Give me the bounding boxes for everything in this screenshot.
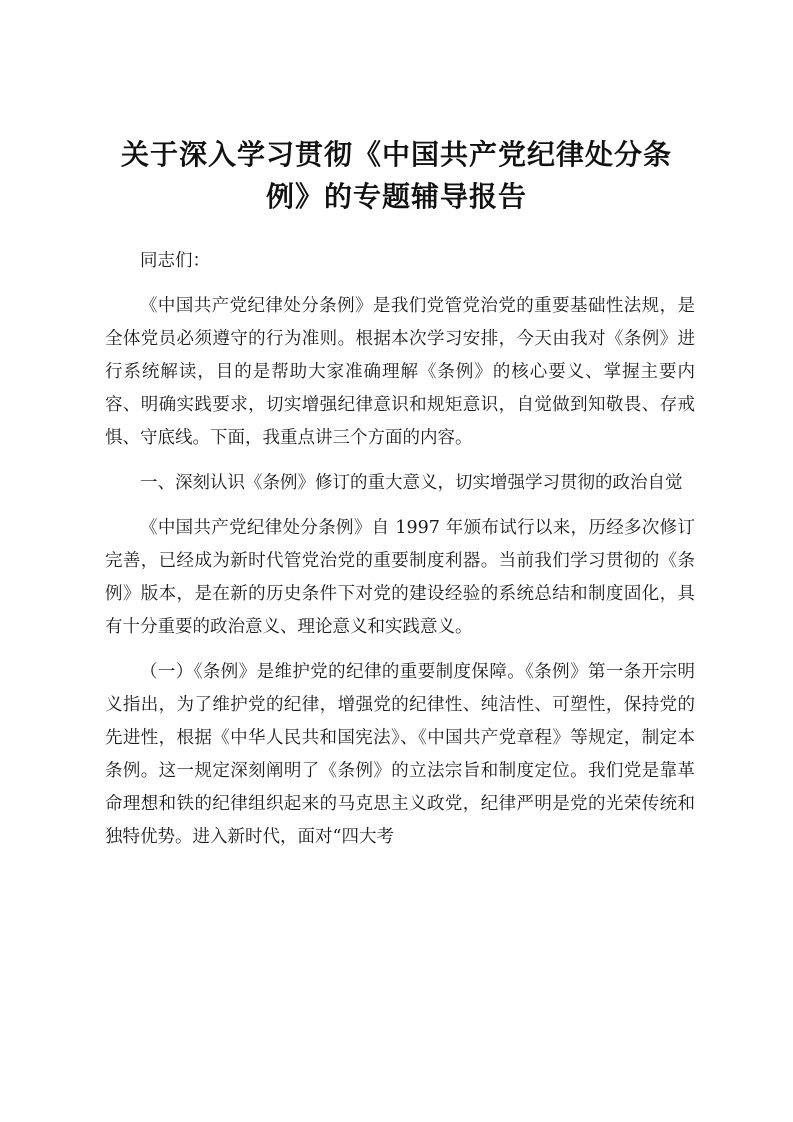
salutation: 同志们： (140, 251, 210, 271)
paragraph-history: 《中国共产党纪律处分条例》自 1997 年颁布试行以来，历经多次修订完善，已经成为新时代管党治党的重要制度利器。当前我们学习贯彻的《条例》版本，是在新的历史条件下对党的建设经验的系统总结和制度固化，具有十分重要的政治意义、理论意义和实践意义。 (105, 518, 695, 637)
paragraph-intro: 《中国共产党纪律处分条例》是我们党管党治党的重要基础性法规，是全体党员必须遵守的行为准则。根据本次学习安排，今天由我对《条例》进行系统解读，目的是帮助大家准确理解《条例》的核心要义、掌握主要内容、明确实践要求，切实增强纪律意识和规矩意识，自觉做到知敬畏、存戒惧、守底线。下面，我重点讲三个方面的内容。 (105, 296, 695, 448)
document-body (105, 245, 695, 854)
section-heading-1: 一、深刻认识《条例》修订的重大意义，切实增强学习贯彻的政治自觉 (140, 473, 683, 493)
paragraph-subsection-1: （一）《条例》是维护党的纪律的重要制度保障。《条例》第一条开宗明义指出，为了维护党的纪律，增强党的纪律性、纯洁性、可塑性，保持党的先进性，根据《中华人民共和国宪法》、《中国共产党章程》等规定，制定本条例。这一规定深刻阐明了《条例》的立法宗旨和制度定位。我们党是靠革命理想和铁的纪律组织起来的马克思主义政党，纪律严明是党的光荣传统和独特优势。进入新时代，面对“四大考 (105, 662, 695, 847)
document-title: 关于深入学习贯彻《中国共产党纪律处分条例》的专题辅导报告 (120, 138, 672, 213)
